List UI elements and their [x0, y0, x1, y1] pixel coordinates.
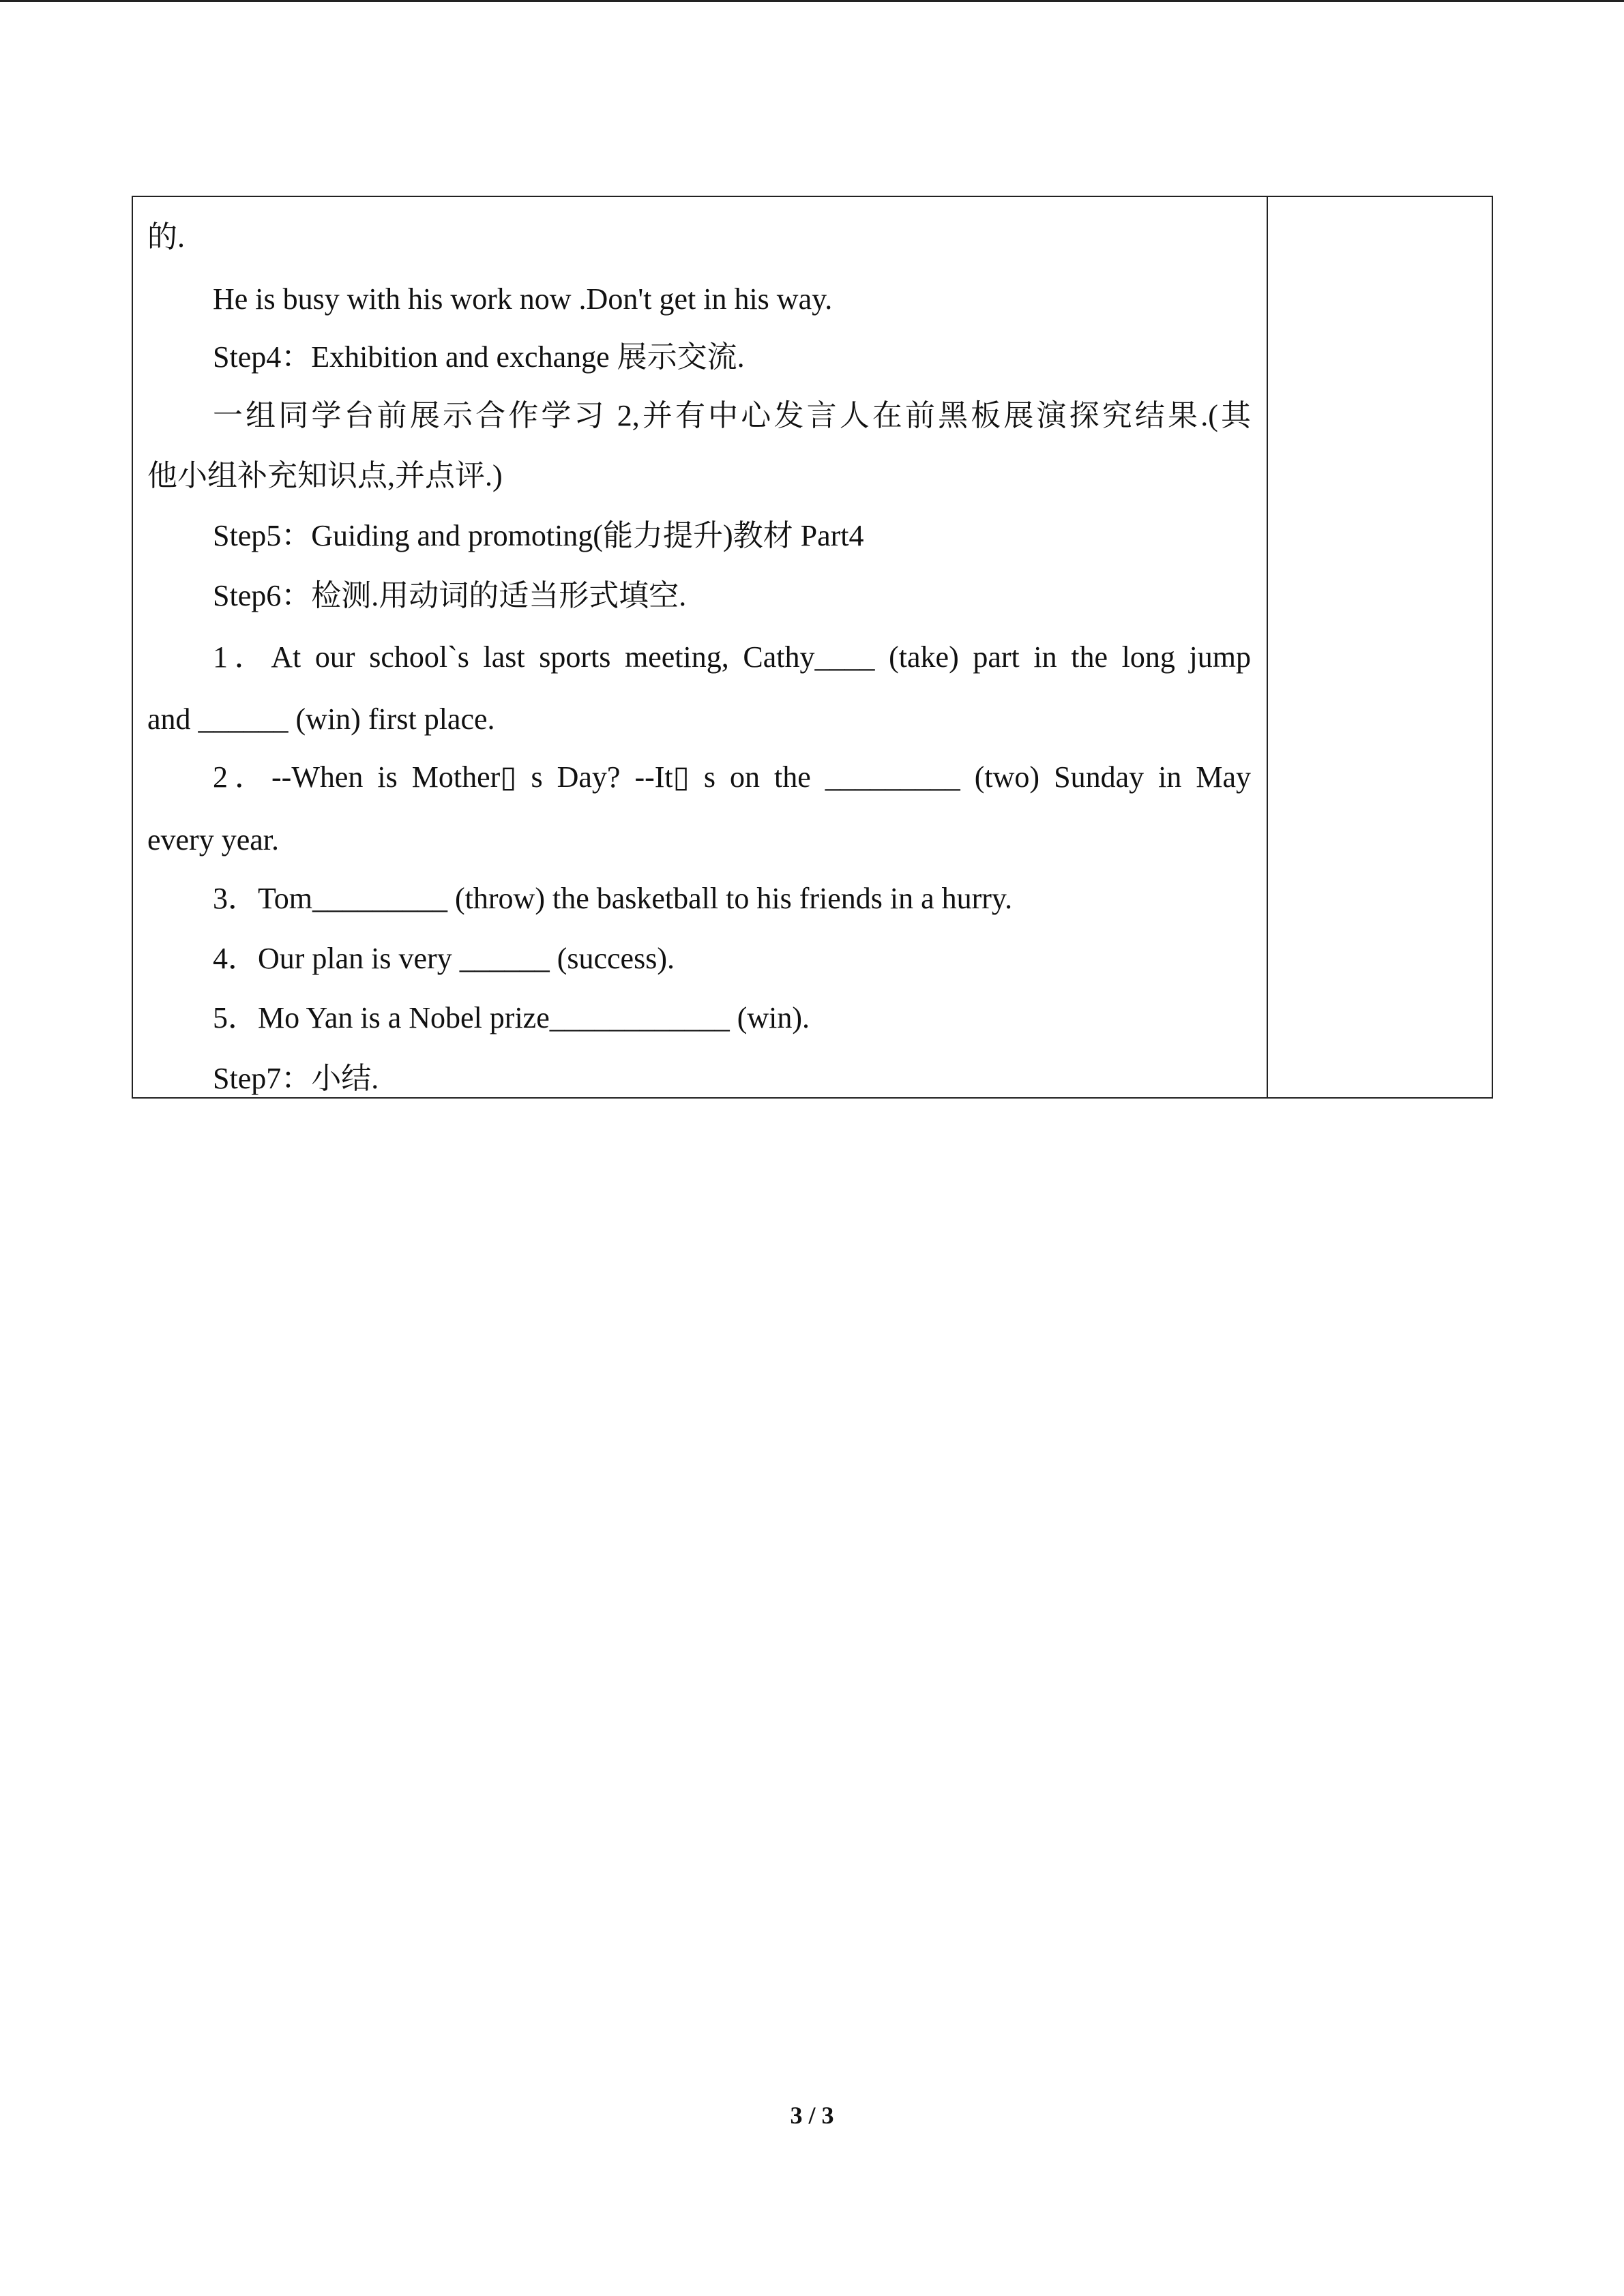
exercise-item-4: 4．Our plan is very ______ (success).: [213, 942, 675, 975]
exercise-item-3: 3．Tom_________ (throw) the basketball to his friends in a hurry.: [213, 882, 1013, 915]
text-line-group-work-cont: 他小组补充知识点,并点评.): [147, 459, 503, 492]
page-top-border: [0, 0, 1624, 2]
text-line-step5: Step5：Guiding and promoting(能力提升)教材 Part4: [213, 519, 864, 552]
exercise-item-2: 2．--When is Mother▯ s Day? --It▯ s on the _________ (two) Sunday in May: [213, 760, 1251, 794]
notes-cell: [1268, 197, 1492, 1097]
text-line-example-sentence: He is busy with his work now .Don't get in his way.: [213, 282, 833, 316]
exercise-item-1-cont: and ______ (win) first place.: [147, 702, 495, 736]
text-line-step7: Step7：小结.: [213, 1062, 379, 1095]
exercise-item-2-cont: every year.: [147, 823, 279, 856]
text-line-step4: Step4：Exhibition and exchange 展示交流.: [213, 340, 745, 374]
text-line-step6: Step6：检测.用动词的适当形式填空.: [213, 579, 687, 612]
text-line-continuation: 的.: [147, 220, 185, 254]
page-number: 3 / 3: [790, 2102, 834, 2129]
text-line-group-work: 一组同学台前展示合作学习 2,并有中心发言人在前黑板展演探究结果.(其: [213, 399, 1251, 432]
exercise-item-1: 1．At our school`s last sports meeting, Cathy____ (take) part in the long jump: [213, 640, 1251, 674]
exercise-item-5: 5．Mo Yan is a Nobel prize____________ (win).: [213, 1001, 810, 1034]
